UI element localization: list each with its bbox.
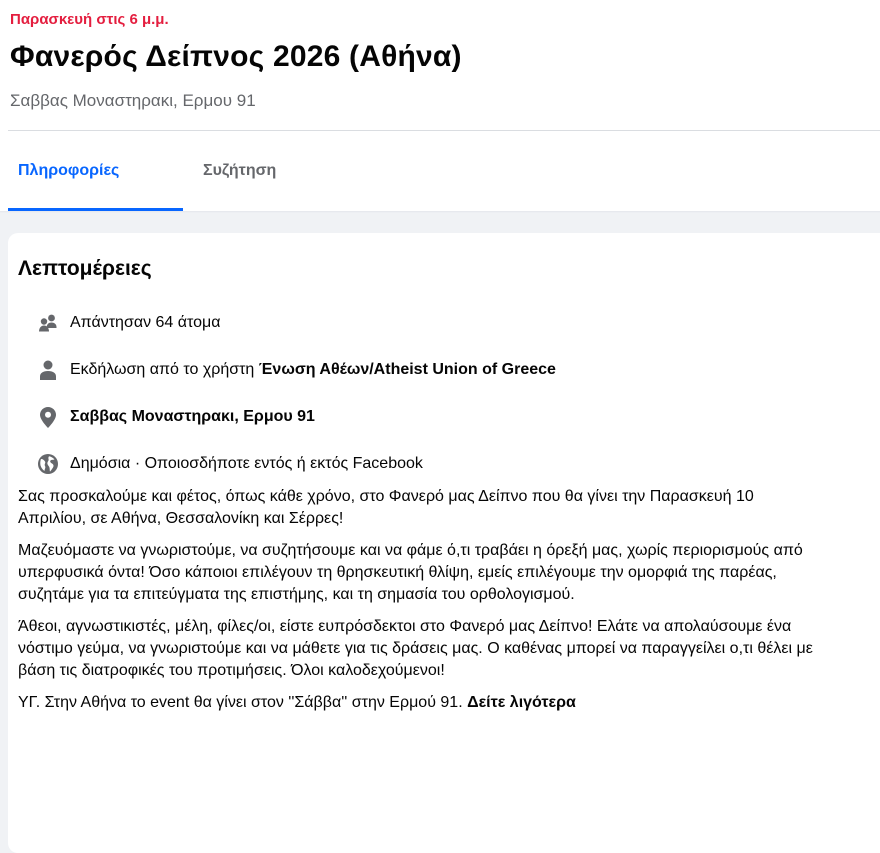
tab-discussion[interactable]: Συζήτηση: [203, 162, 277, 179]
description-last-line: [18, 692, 818, 714]
tab-info[interactable]: Πληροφορίες: [8, 131, 183, 211]
globe-icon: [38, 454, 58, 474]
host-prefix: Εκδήλωση από το χρήστη: [70, 361, 259, 378]
host-row: [38, 360, 556, 380]
location-text: Σαββας Μοναστηρακι, Ερμου 91: [70, 408, 315, 425]
event-tabs: [8, 131, 880, 211]
event-title: Φανερός Δείπνος 2026 (Αθήνα): [10, 40, 462, 73]
responded-text: Απάντησαν 64 άτομα: [70, 314, 221, 331]
description-paragraph: Άθεοι, αγνωστικιστές, μέλη, φίλες/οι, είστε ευπρόσδεκτοι στο Φανερό μας Δείπνο! Ελάτε να απολαύσουμε ένα νόστιμο γεύμα, να γνωριστούμε και να μάθετε για τις δράσεις μας. Ο καθένας μπορεί να παραγγείλει ο,τι θέλει με βάση τις διατροφικές του προτιμήσεις. Όλοι καλοδεχούμενοι!: [18, 618, 813, 679]
map-pin-icon: [38, 407, 58, 427]
people-icon: [38, 313, 58, 333]
details-card: [8, 233, 880, 853]
event-description: [18, 486, 818, 724]
event-location-subtitle[interactable]: Σαββας Μοναστηρακι, Ερμου 91: [10, 91, 256, 110]
details-heading: Λεπτομέρειες: [18, 257, 152, 280]
person-icon: [38, 360, 58, 380]
header-shadow: [0, 211, 880, 213]
event-date: Παρασκευή στις 6 μ.μ.: [10, 11, 169, 28]
event-header: [0, 0, 880, 213]
description-paragraph: Σας προσκαλούμε και φέτος, όπως κάθε χρόνο, στο Φανερό μας Δείπνο που θα γίνει την Παρασκευή 10 Απριλίου, σε Αθήνα, Θεσσαλονίκη και Σέρρες!: [18, 488, 754, 527]
description-ps: ΥΓ. Στην Αθήνα το event θα γίνει στον ''Σάββα'' στην Ερμού 91.: [18, 694, 468, 711]
see-less-link[interactable]: Δείτε λιγότερα: [467, 694, 576, 711]
host-name-link[interactable]: Ένωση Αθέων/Atheist Union of Greece: [258, 361, 556, 378]
description-paragraph: Μαζευόμαστε να γνωριστούμε, να συζητήσουμε και να φάμε ό,τι τραβάει η όρεξή μας, χωρίς περιορισμούς από υπερφυσικά όντα! Όσο κάποιοι επιλέγουν τη θρησκευτική θλίψη, εμείς επιλέγουμε την ομορφιά της παρέας, συζητάμε για τα επιτεύγματα της επιστήμης, και τη σημασία του ορθολογισμού.: [18, 542, 803, 603]
privacy-row: [38, 454, 423, 474]
privacy-text: Δημόσια · Οποιοσδήποτε εντός ή εκτός Facebook: [70, 455, 423, 472]
location-row[interactable]: [38, 407, 315, 427]
responded-row[interactable]: [38, 313, 220, 333]
